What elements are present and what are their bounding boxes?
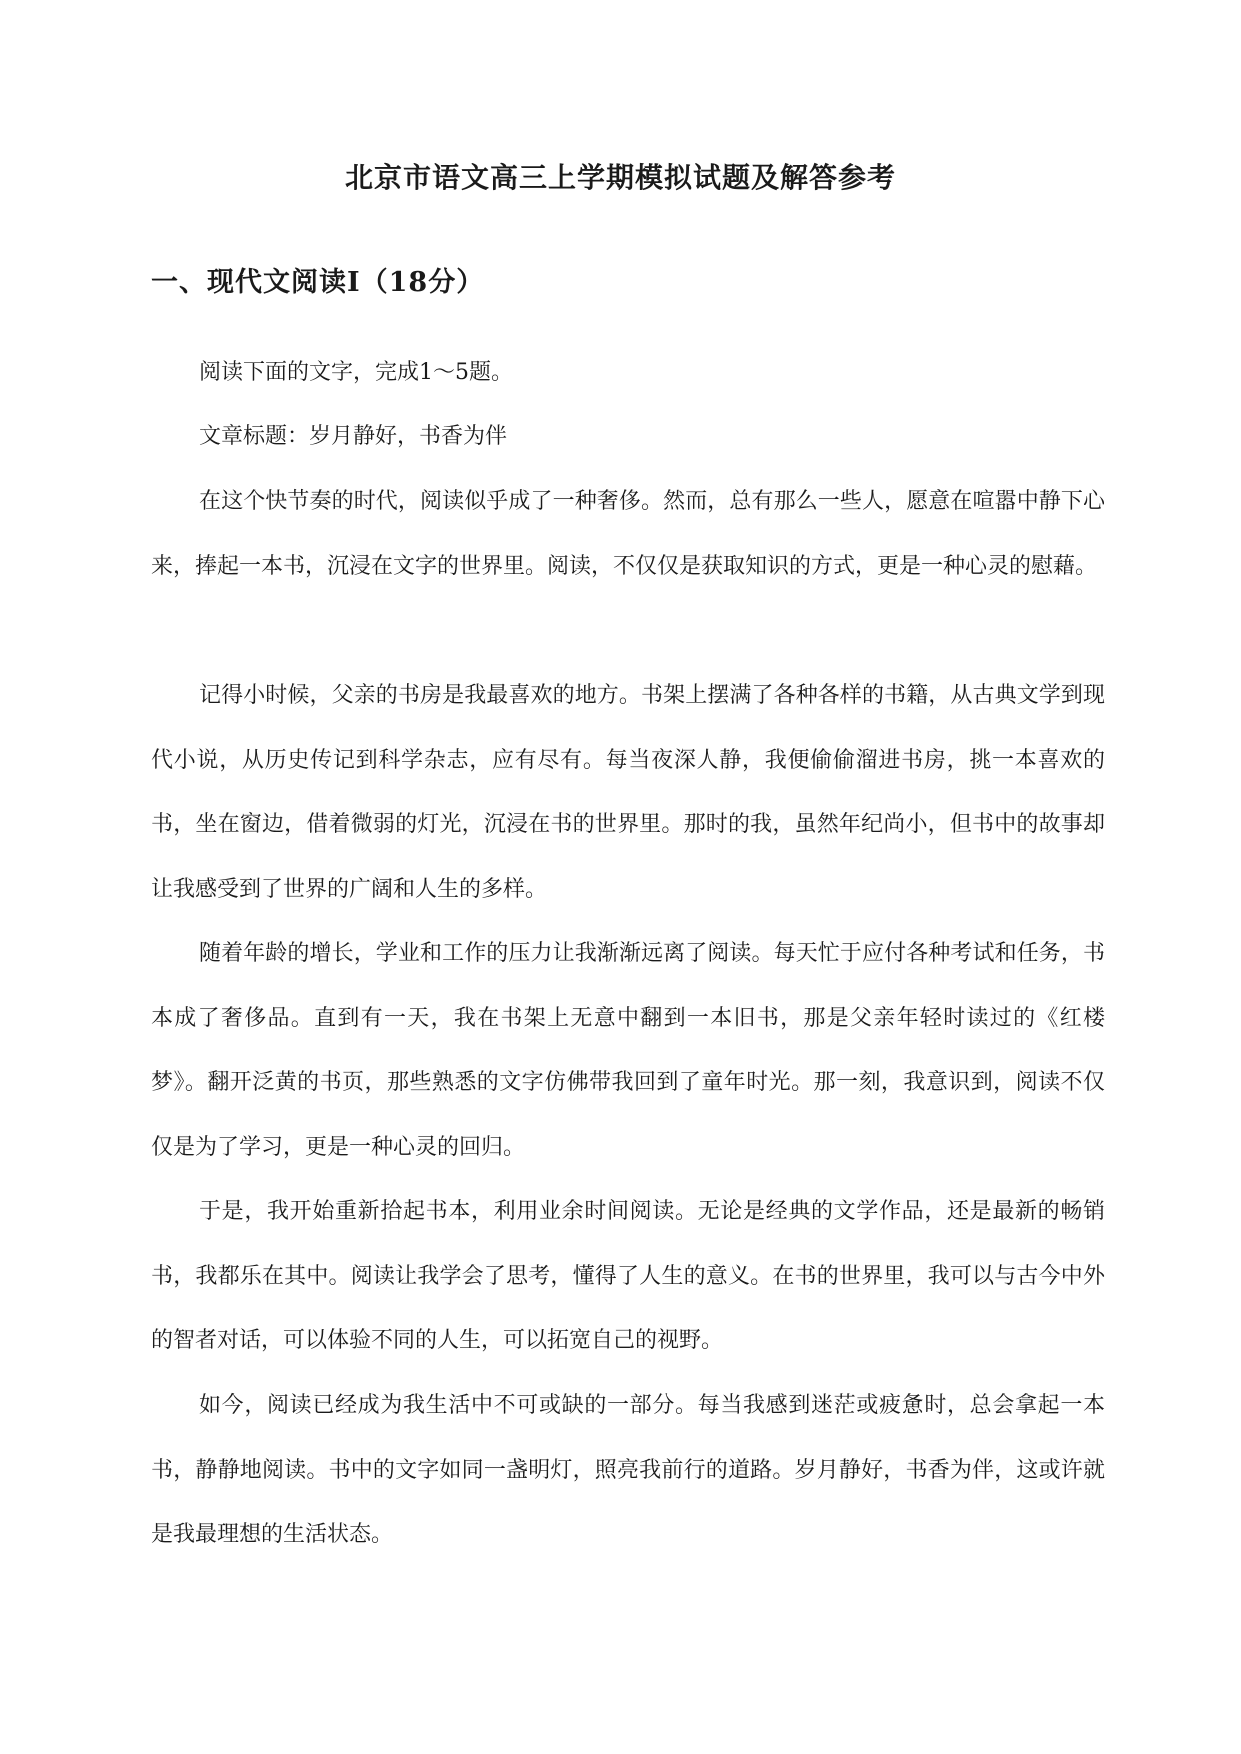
article-title: 文章标题：岁月静好，书香为伴 xyxy=(199,424,508,449)
article-paragraph: 记得小时候，父亲的书房是我最喜欢的地方。书架上摆满了各种各样的书籍，从古典文学到现代小说，从历史传记到科学杂志，应有尽有。每当夜深人静，我便偷偷溜进书房，挑一本喜欢的书，坐在窗边，借着微弱的灯光，沉浸在书的世界里。那时的我，虽然年纪尚小，但书中的故事却让我感受到了世界的广阔和人生的多样。 xyxy=(151,683,1105,902)
reading-instruction: 阅读下面的文字，完成1～5题。 xyxy=(199,360,513,385)
section-heading: 一、现代文阅读Ⅰ（18分） xyxy=(151,267,485,298)
article-paragraph: 于是，我开始重新拾起书本，利用业余时间阅读。无论是经典的文学作品，还是最新的畅销书，我都乐在其中。阅读让我学会了思考，懂得了人生的意义。在书的世界里，我可以与古今中外的智者对话，可以体验不同的人生，可以拓宽自己的视野。 xyxy=(151,1199,1105,1353)
article-paragraph: 在这个快节奏的时代，阅读似乎成了一种奢侈。然而，总有那么一些人，愿意在喧嚣中静下心来，捧起一本书，沉浸在文字的世界里。阅读，不仅仅是获取知识的方式，更是一种心灵的慰藉。 xyxy=(151,489,1105,579)
document-title: 北京市语文高三上学期模拟试题及解答参考 xyxy=(344,161,896,194)
article-paragraph: 如今，阅读已经成为我生活中不可或缺的一部分。每当我感到迷茫或疲惫时，总会拿起一本书，静静地阅读。书中的文字如同一盏明灯，照亮我前行的道路。岁月静好，书香为伴，这或许就是我最理想的生活状态。 xyxy=(151,1393,1105,1547)
article-paragraph: 随着年龄的增长，学业和工作的压力让我渐渐远离了阅读。每天忙于应付各种考试和任务，书本成了奢侈品。直到有一天，我在书架上无意中翻到一本旧书，那是父亲年轻时读过的《红楼梦》。翻开泛黄的书页，那些熟悉的文字仿佛带我回到了童年时光。那一刻，我意识到，阅读不仅仅是为了学习，更是一种心灵的回归。 xyxy=(151,941,1105,1160)
